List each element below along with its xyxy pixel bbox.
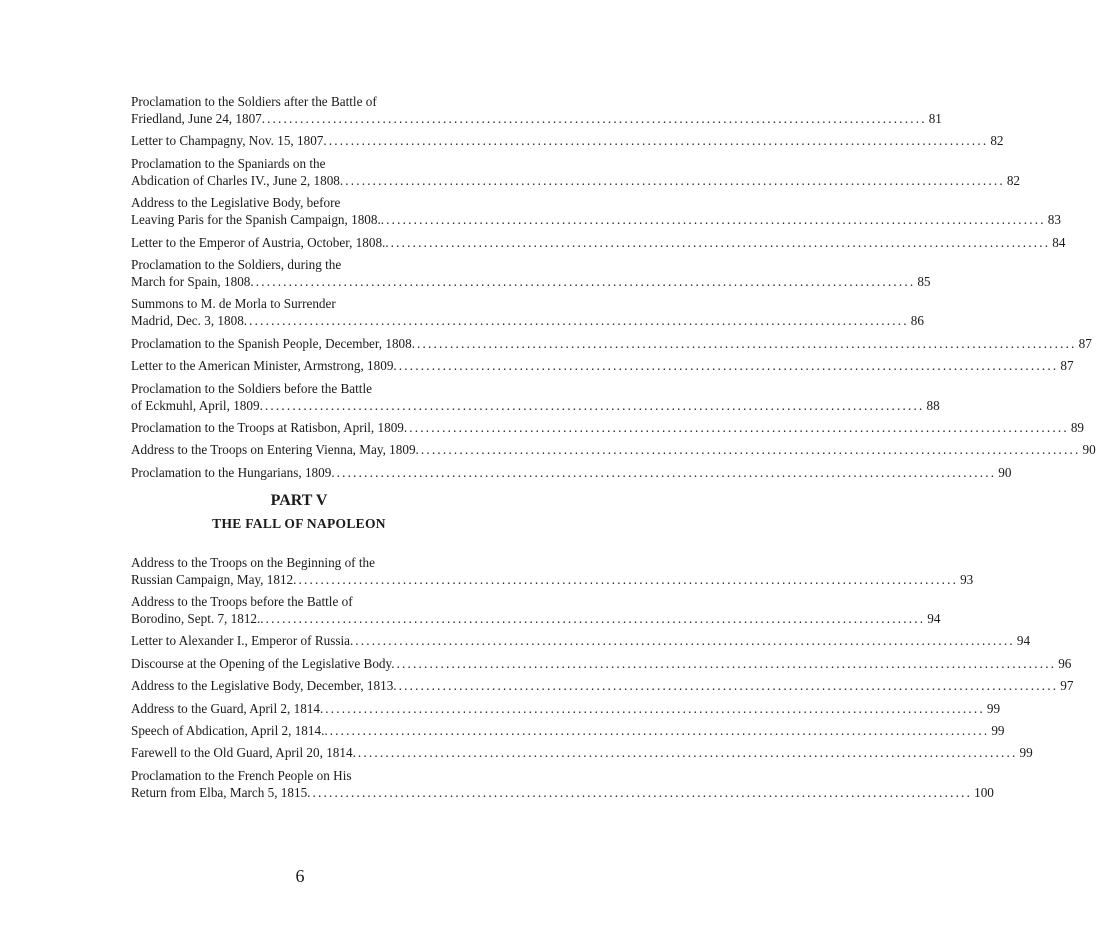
toc-entry-title: Proclamation to the Soldiers after the Battle of bbox=[131, 94, 377, 109]
toc-entry-title: Address to the Troops on the Beginning of the bbox=[131, 554, 375, 570]
toc-entry bbox=[131, 464, 1012, 481]
dot-leader: ........................................................................................................................ bbox=[312, 784, 973, 800]
toc-entry-title: Proclamation to the Spaniards on the bbox=[131, 155, 326, 171]
toc-entry-title: Letter to the American Minister, Armstrong, 1809. bbox=[131, 358, 397, 374]
toc-entry-line bbox=[131, 194, 467, 211]
toc-entry-line bbox=[131, 110, 942, 127]
toc-entry-page: 81 bbox=[928, 111, 942, 126]
toc-entry bbox=[131, 357, 1074, 374]
toc-entry bbox=[131, 93, 942, 127]
toc-entry bbox=[131, 335, 1092, 352]
toc-entry-page: 99 bbox=[991, 723, 1005, 739]
toc-entry-page: 93 bbox=[960, 571, 974, 587]
dot-leader: ........................................................................................................................ bbox=[345, 172, 1005, 188]
dot-leader: ........................................................................................................................ bbox=[264, 397, 925, 413]
toc-entry-page: 84 bbox=[1052, 234, 1066, 250]
toc-entry-line bbox=[131, 722, 1005, 739]
dot-leader: ........................................................................................................................ bbox=[398, 678, 1059, 694]
toc-entry bbox=[131, 256, 931, 290]
toc-entry-page: 97 bbox=[1060, 678, 1074, 694]
toc-entry-title: Friedland, June 24, 1807. bbox=[131, 111, 266, 126]
toc-entry-page: 100 bbox=[974, 784, 994, 800]
dot-leader: ........................................................................................................................ bbox=[325, 700, 985, 716]
toc-entry-page: 89 bbox=[1070, 419, 1085, 435]
toc-entry bbox=[131, 700, 1001, 717]
toc-entry-title: Address to the Guard, April 2, 1814. bbox=[131, 700, 324, 716]
toc-entry bbox=[131, 155, 1021, 189]
toc-entry bbox=[131, 380, 940, 414]
toc-entry-title: Farewell to the Old Guard, April 20, 1814. bbox=[131, 745, 356, 761]
toc-entry bbox=[131, 632, 1031, 649]
toc-entry-line bbox=[131, 132, 1004, 149]
toc-entry-page: 99 bbox=[1019, 745, 1033, 761]
toc-entry-line bbox=[131, 295, 467, 312]
toc-entry bbox=[131, 194, 1061, 228]
toc-entry-page: 96 bbox=[1058, 655, 1072, 671]
toc-entry-line bbox=[131, 593, 467, 610]
toc-entry bbox=[131, 722, 1005, 739]
toc-entry-line bbox=[131, 380, 467, 397]
toc-entry-title: Letter to the Emperor of Austria, October, 1808.. bbox=[131, 234, 389, 250]
page-number: 6 bbox=[295, 866, 305, 886]
dot-leader: ........................................................................................................................ bbox=[267, 111, 927, 126]
toc-entry-line bbox=[131, 767, 467, 784]
toc-entry-line bbox=[131, 610, 941, 627]
table-of-contents bbox=[131, 93, 1096, 806]
toc-entry-page: 83 bbox=[1047, 212, 1061, 228]
toc-entry-line bbox=[131, 744, 1033, 761]
toc-entry-line bbox=[131, 677, 1074, 694]
dot-leader: ........................................................................................................................ bbox=[420, 442, 1081, 458]
part-title: PART V bbox=[270, 491, 328, 509]
toc-entry-title: Summons to M. de Morla to Surrender bbox=[131, 296, 336, 312]
toc-entry bbox=[131, 554, 974, 588]
toc-entry-title: Proclamation to the French People on His bbox=[131, 767, 352, 783]
dot-leader: ........................................................................................................................ bbox=[355, 633, 1015, 649]
toc-entry-line bbox=[131, 419, 1085, 436]
toc-entry-title: March for Spain, 1808. bbox=[131, 273, 254, 289]
toc-entry-page: 94 bbox=[1016, 633, 1031, 649]
dot-leader: ........................................................................................................................ bbox=[255, 273, 916, 289]
toc-entry-title: of Eckmuhl, April, 1809. bbox=[131, 397, 263, 413]
toc-entry-title: Proclamation to the Soldiers, during the bbox=[131, 256, 342, 272]
toc-list-part-v bbox=[131, 554, 1074, 801]
toc-entry-title: Address to the Legislative Body, December, 1813. bbox=[131, 678, 397, 694]
toc-entry-title: Abdication of Charles IV., June 2, 1808. bbox=[131, 172, 344, 188]
toc-entry bbox=[131, 234, 1066, 251]
toc-entry-title: Proclamation to the Spanish People, December, 1808. bbox=[131, 335, 416, 351]
toc-entry-line bbox=[131, 312, 924, 329]
part-heading bbox=[131, 491, 467, 533]
toc-entry-line bbox=[131, 256, 467, 273]
toc-entry-page: 85 bbox=[917, 273, 931, 289]
toc-entry-title: Letter to Alexander I., Emperor of Russia. bbox=[131, 633, 354, 649]
toc-entry-page: 82 bbox=[1006, 172, 1021, 188]
dot-leader: ........................................................................................................................ bbox=[409, 419, 1069, 435]
dot-leader: ........................................................................................................................ bbox=[357, 745, 1018, 761]
toc-entry-title: Address to the Troops on Entering Vienna, May, 1809. bbox=[131, 442, 419, 458]
toc-entry bbox=[131, 655, 1072, 672]
toc-entry-line bbox=[131, 632, 1031, 649]
dot-leader: ........................................................................................................................ bbox=[398, 358, 1059, 374]
toc-entry bbox=[131, 295, 924, 329]
toc-entry bbox=[131, 419, 1085, 436]
toc-entry-title: Discourse at the Opening of the Legislative Body. bbox=[131, 655, 395, 671]
toc-entry-line bbox=[131, 93, 467, 110]
toc-entry-line bbox=[131, 155, 467, 172]
toc-entry-title: Address to the Troops before the Battle of bbox=[131, 594, 353, 610]
toc-entry-line bbox=[131, 335, 1092, 352]
toc-entry-line bbox=[131, 571, 974, 588]
toc-entry-page: 94 bbox=[927, 611, 941, 627]
toc-entry-title: Proclamation to the Soldiers before the Battle bbox=[131, 380, 372, 396]
toc-entry-title: Proclamation to the Hungarians, 1809. bbox=[131, 464, 335, 480]
toc-entry-title: Borodino, Sept. 7, 1812.. bbox=[131, 611, 264, 627]
toc-entry-page: 82 bbox=[990, 133, 1004, 149]
toc-entry-page: 87 bbox=[1078, 335, 1092, 351]
dot-leader: ........................................................................................................................ bbox=[396, 655, 1057, 671]
toc-entry-title: Russian Campaign, May, 1812. bbox=[131, 571, 297, 587]
dot-leader: ........................................................................................................................ bbox=[328, 133, 989, 149]
toc-entry-title: Proclamation to the Troops at Ratisbon, April, 1809. bbox=[131, 419, 408, 435]
dot-leader: ........................................................................................................................ bbox=[336, 464, 997, 480]
toc-entry-line bbox=[131, 211, 1061, 228]
dot-leader: ........................................................................................................................ bbox=[329, 723, 990, 739]
dot-leader: ........................................................................................................................ bbox=[265, 611, 926, 627]
toc-entry-page: 99 bbox=[986, 700, 1001, 716]
toc-entry-title: Return from Elba, March 5, 1815. bbox=[131, 784, 311, 800]
dot-leader: ........................................................................................................................ bbox=[249, 313, 909, 329]
toc-entry bbox=[131, 744, 1033, 761]
toc-entry-line bbox=[131, 397, 940, 414]
toc-entry-line bbox=[131, 700, 1001, 717]
toc-entry-title: Madrid, Dec. 3, 1808. bbox=[131, 313, 248, 329]
toc-entry-page: 90 bbox=[998, 464, 1012, 480]
toc-entry-page: 90 bbox=[1082, 442, 1096, 458]
toc-entry bbox=[131, 132, 1004, 149]
toc-entry bbox=[131, 441, 1096, 458]
toc-entry-page: 87 bbox=[1060, 358, 1074, 374]
toc-entry-line bbox=[131, 441, 1096, 458]
toc-entry-line bbox=[131, 784, 994, 801]
toc-entry bbox=[131, 767, 994, 801]
toc-entry-line bbox=[131, 655, 1072, 672]
dot-leader: ........................................................................................................................ bbox=[417, 335, 1077, 351]
toc-entry bbox=[131, 677, 1074, 694]
toc-entry bbox=[131, 593, 941, 627]
toc-entry-title: Speech of Abdication, April 2, 1814.. bbox=[131, 723, 328, 739]
toc-entry-page: 88 bbox=[926, 397, 940, 413]
toc-entry-title: Leaving Paris for the Spanish Campaign, 1808.. bbox=[131, 212, 385, 228]
dot-leader: ........................................................................................................................ bbox=[386, 212, 1046, 228]
toc-entry-line bbox=[131, 234, 1066, 251]
dot-leader: ........................................................................................................................ bbox=[298, 571, 959, 587]
toc-entry-title: Letter to Champagny, Nov. 15, 1807. bbox=[131, 133, 327, 149]
toc-entry-line bbox=[131, 172, 1021, 189]
dot-leader: ........................................................................................................................ bbox=[390, 234, 1051, 250]
toc-entry-line bbox=[131, 273, 931, 290]
toc-entry-title: Address to the Legislative Body, before bbox=[131, 195, 341, 211]
toc-entry-line bbox=[131, 554, 467, 571]
toc-entry-page: 86 bbox=[910, 313, 924, 329]
part-subtitle: THE FALL OF NAPOLEON bbox=[212, 515, 386, 531]
toc-entry-line bbox=[131, 464, 1012, 481]
toc-entry-line bbox=[131, 357, 1074, 374]
toc-list-part-iv bbox=[131, 93, 1096, 481]
